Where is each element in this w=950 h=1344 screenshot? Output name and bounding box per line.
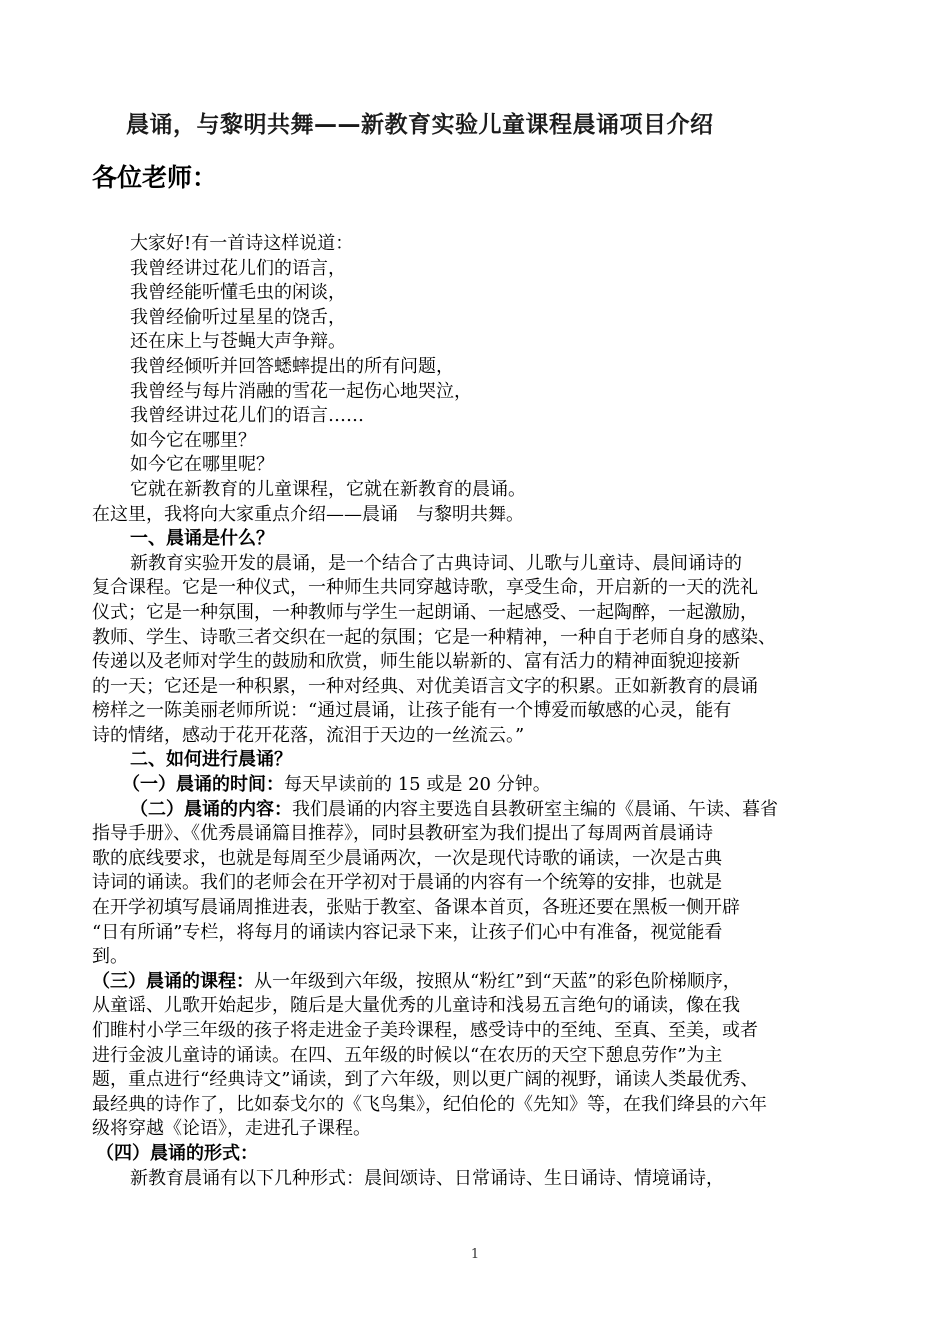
paragraph-line: 歌的底线要求，也就是每周至少晨诵两次，一次是现代诗歌的诵读，一次是古典: [92, 847, 722, 869]
paragraph-line: 新教育实验开发的晨诵，是一个结合了古典诗词、儿歌与儿童诗、晨间诵诗的: [130, 552, 742, 574]
paragraph-line: 诗的情绪，感动于花开花落，流泪于天边的一丝流云。”: [92, 724, 525, 746]
poem-line: 我曾经偷听过星星的饶舌，: [130, 306, 346, 328]
subsection-label: （三）晨诵的课程：: [92, 970, 254, 992]
poem-line: 大家好!有一首诗这样说道：: [130, 233, 354, 254]
subsection-text: 我们晨诵的内容主要选自县教研室主编的《晨诵、午读、暮省: [292, 798, 778, 820]
poem-line: 如今它在哪里？: [130, 429, 256, 451]
subsection-label: （一）晨诵的时间：: [122, 774, 284, 796]
paragraph-line: 到。: [92, 946, 128, 968]
paragraph-line: 传递以及老师对学生的鼓励和欣赏，师生能以崭新的、富有活力的精神面貌迎接新: [92, 651, 740, 673]
paragraph-line: 仪式；它是一种氛围，一种教师与学生一起朗诵、一起感受、一起陶醉，一起激励，: [92, 601, 758, 623]
paragraph-line: 指导手册》、《优秀晨诵篇目推荐》，同时县教研室为我们提出了每周两首晨诵诗: [92, 823, 713, 845]
paragraph-line: 级将穿越《论语》，走进孔子课程。: [92, 1118, 371, 1140]
paragraph-line: 复合课程。它是一种仪式，一种师生共同穿越诗歌，享受生命，开启新的一天的洗礼: [92, 577, 758, 599]
paragraph-line: 从童谣、儿歌开始起步，随后是大量优秀的儿童诗和浅易五言绝句的诵读，像在我: [92, 995, 740, 1017]
subsection-course: [92, 970, 892, 995]
poem-line: 还在床上与苍蝇大声争辩。: [130, 331, 346, 353]
greeting: 各位老师：: [92, 163, 218, 192]
subsection-time: [92, 773, 892, 798]
subsection-label: （二）晨诵的内容：: [130, 798, 292, 820]
paragraph-line: 教师、学生、诗歌三者交织在一起的氛围；它是一种精神，一种自于老师自身的感染、: [92, 626, 776, 648]
poem-line: 它就在新教育的儿童课程，它就在新教育的晨诵。: [130, 478, 526, 500]
poem-line: 我曾经讲过花儿们的语言，: [130, 257, 346, 279]
paragraph-line: 题，重点进行“经典诗文”诵读，到了六年级，则以更广阔的视野，诵读人类最优秀、: [92, 1069, 759, 1091]
document-title: 晨诵，与黎明共舞——新教育实验儿童课程晨诵项目介绍: [126, 112, 714, 138]
subsection-form-label: （四）晨诵的形式：: [96, 1142, 258, 1164]
paragraph-line: 进行金波儿童诗的诵读。在四、五年级的时候以“在农历的天空下憩息劳作”为主: [92, 1044, 723, 1066]
section-heading-2: 二、如何进行晨诵？: [130, 749, 292, 771]
paragraph-line: 诗词的诵读。我们的老师会在开学初对于晨诵的内容有一个统筹的安排，也就是: [92, 872, 722, 894]
paragraph-line: 最经典的诗作了，比如泰戈尔的《飞鸟集》，纪伯伦的《先知》等，在我们绛县的六年: [92, 1093, 767, 1115]
poem-line: 我曾经能听懂毛虫的闲谈，: [130, 282, 346, 304]
poem-line: 如今它在哪里呢？: [130, 454, 274, 476]
document-body: [92, 232, 892, 1191]
paragraph-line: 的一天；它还是一种积累，一种对经典、对优美语言文字的积累。正如新教育的晨诵: [92, 675, 758, 697]
paragraph-line: 榜样之一陈美丽老师所说：“通过晨诵，让孩子能有一个博爱而敏感的心灵，能有: [92, 700, 732, 722]
paragraph-line: 新教育晨诵有以下几种形式：晨间颂诗、日常诵诗、生日诵诗、情境诵诗，: [130, 1167, 724, 1189]
subsection-content: [92, 798, 892, 823]
intro-line: 在这里，我将向大家重点介绍——晨诵 与黎明共舞。: [92, 503, 524, 525]
subsection-text: 每天早读前的 15 或是 20 分钟。: [284, 774, 551, 796]
poem-line: 我曾经与每片消融的雪花一起伤心地哭泣，: [130, 380, 472, 402]
paragraph-line: 在开学初填写晨诵周推进表，张贴于教室、备课本首页，各班还要在黑板一侧开辟: [92, 897, 740, 919]
poem-line: 我曾经倾听并回答蟋蟀提出的所有问题，: [130, 355, 454, 377]
subsection-text: 从一年级到六年级，按照从“粉红”到“天蓝”的彩色阶梯顺序，: [254, 970, 741, 992]
page-number: 1: [470, 1247, 480, 1262]
paragraph-line: “日有所诵”专栏，将每月的诵读内容记录下来，让孩子们心中有准备，视觉能看: [92, 921, 723, 943]
section-heading-1: 一、晨诵是什么？: [130, 528, 274, 550]
poem-line: 我曾经讲过花儿们的语言……: [130, 405, 364, 427]
paragraph-line: 们睢村小学三年级的孩子将走进金子美玲课程，感受诗中的至纯、至真、至美，或者: [92, 1020, 758, 1041]
